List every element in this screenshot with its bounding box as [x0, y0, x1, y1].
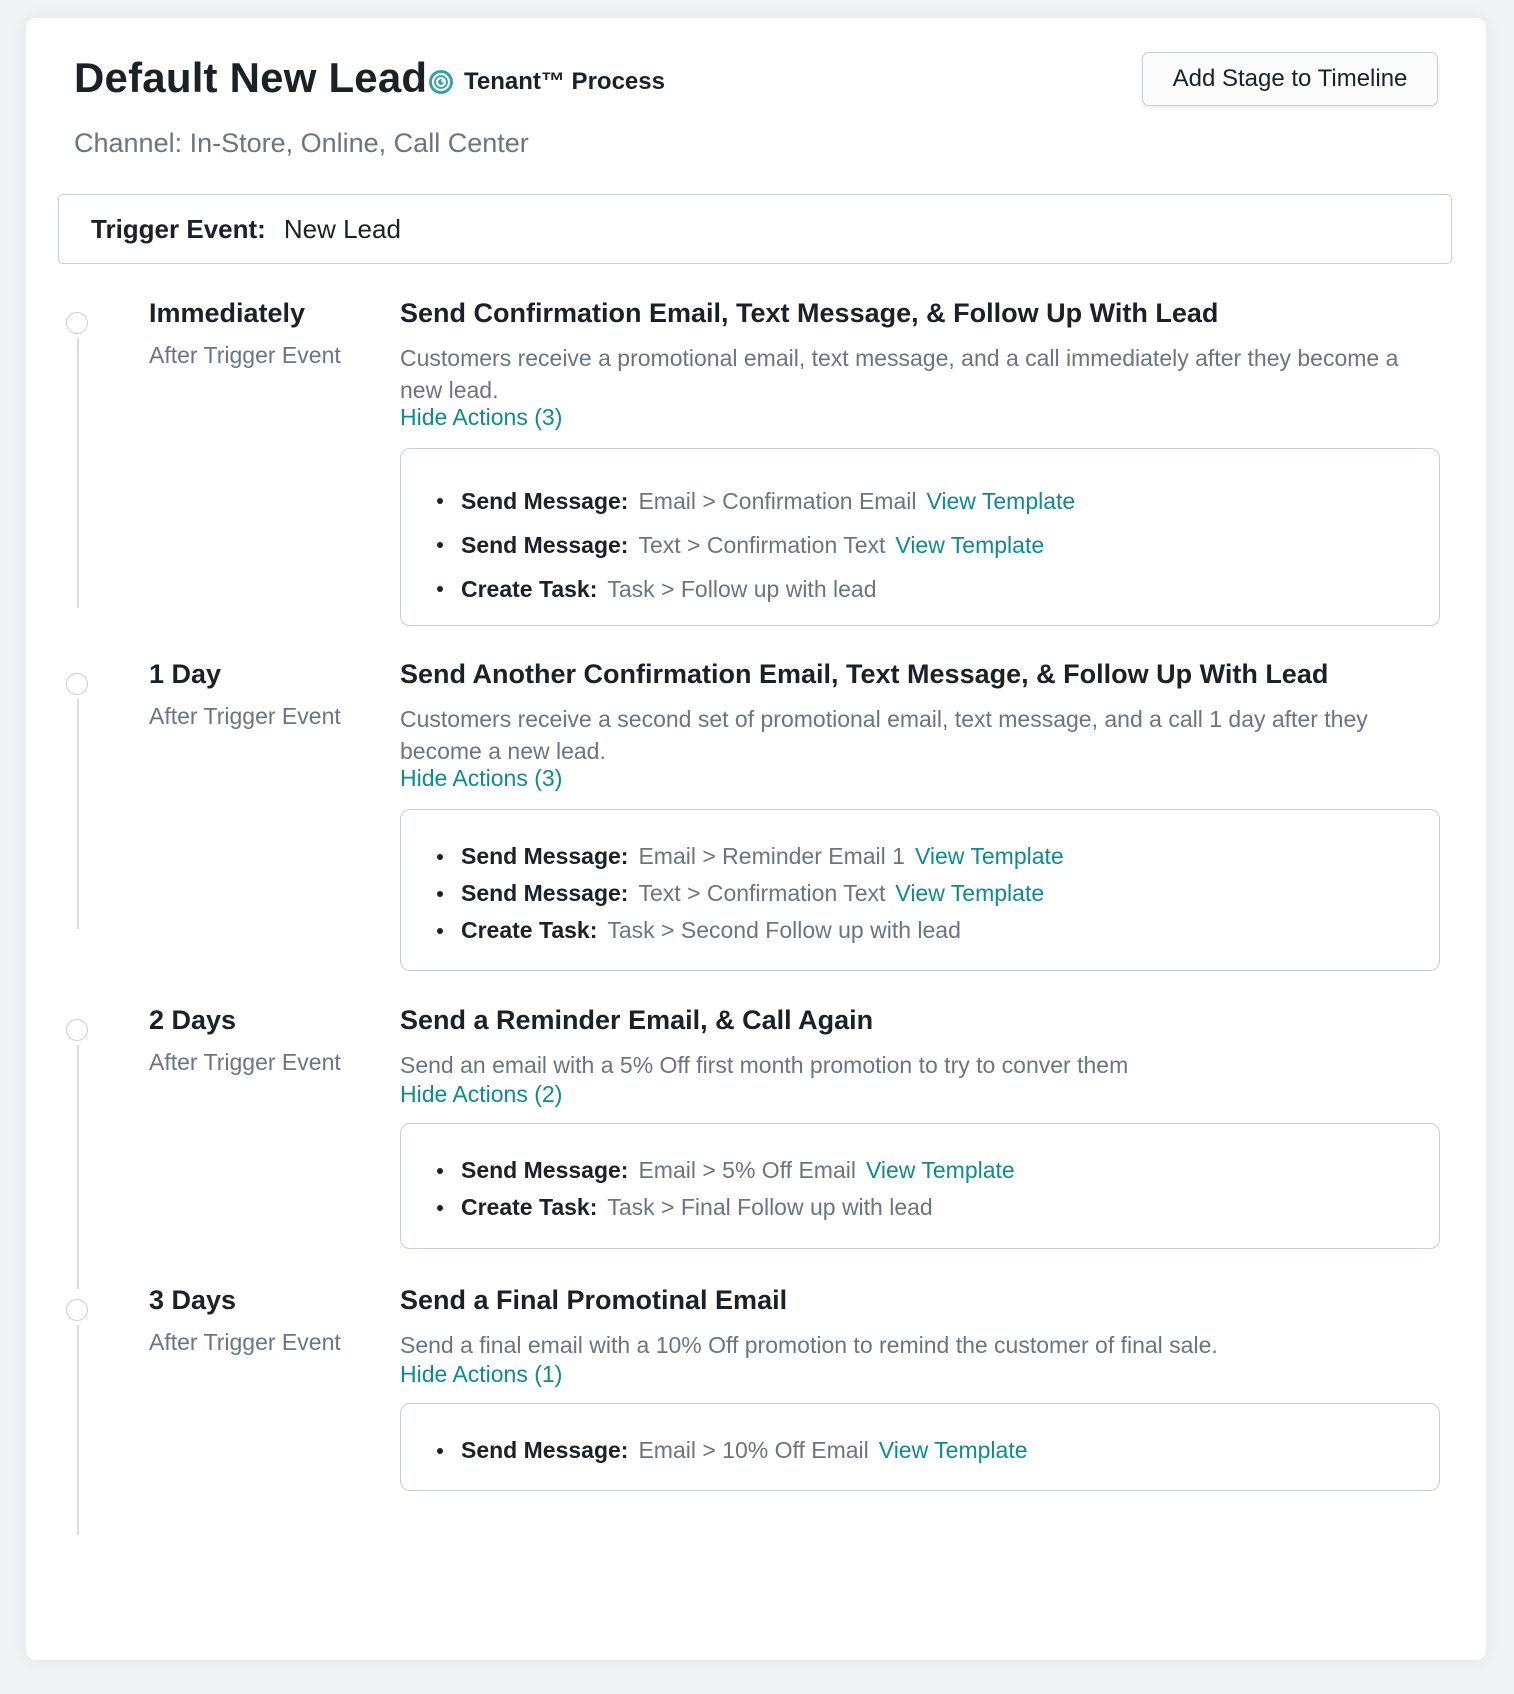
- action-path: Task > Final Follow up with lead: [607, 1194, 933, 1220]
- action-path: Text > Confirmation Text: [638, 531, 886, 558]
- bullet-icon: [437, 1205, 443, 1211]
- action-type: Send Message:: [461, 531, 629, 558]
- action-type: Send Message:: [461, 1157, 629, 1183]
- stage-dot: [66, 673, 88, 695]
- bullet-icon: [437, 1168, 443, 1174]
- action-item: [461, 1432, 1439, 1469]
- view-template-link[interactable]: View Template: [895, 880, 1045, 906]
- hide-actions-link[interactable]: Hide Actions (1): [400, 1361, 563, 1387]
- action-item: [461, 479, 1439, 523]
- hide-actions-link[interactable]: Hide Actions (3): [400, 765, 563, 791]
- process-badge: [428, 68, 665, 96]
- stage-description: Customers receive a promotional email, text message, and a call immediately after they become a new lead.: [400, 345, 1399, 403]
- timeline-stage: [26, 1005, 1486, 1269]
- action-item: [461, 523, 1439, 567]
- stage-description: Send an email with a 5% Off first month promotion to try to conver them: [400, 1052, 1129, 1078]
- stage-dot: [66, 312, 88, 334]
- bullet-icon: [437, 854, 443, 860]
- stage-timing: 2 Days: [149, 1005, 237, 1035]
- action-type: Send Message:: [461, 843, 629, 869]
- action-path: Task > Second Follow up with lead: [607, 917, 961, 943]
- stage-title: Send a Final Promotinal Email: [400, 1285, 788, 1315]
- timeline-connector: [77, 1045, 79, 1289]
- view-template-link[interactable]: View Template: [914, 843, 1064, 869]
- view-template-link[interactable]: View Template: [895, 531, 1045, 558]
- page-title: Default New Lead: [74, 54, 428, 101]
- action-path: Email > Reminder Email 1: [638, 843, 905, 869]
- action-item: [461, 1189, 1439, 1226]
- action-type: Send Message:: [461, 1437, 629, 1463]
- action-type: Create Task:: [461, 1194, 598, 1220]
- tenant-logo-icon: [428, 69, 454, 95]
- trigger-label: Trigger Event:: [91, 213, 266, 244]
- bullet-icon: [437, 498, 443, 504]
- timeline-connector: [77, 338, 79, 608]
- stage-dot: [66, 1019, 88, 1041]
- timeline-stage: [26, 659, 1486, 991]
- stage-timing: 1 Day: [149, 659, 222, 689]
- view-template-link[interactable]: View Template: [878, 1437, 1028, 1463]
- badge-label: Tenant™ Process: [464, 68, 665, 95]
- bullet-icon: [437, 1448, 443, 1454]
- actions-box: [400, 809, 1440, 971]
- stage-timing: Immediately: [149, 298, 306, 328]
- stage-timing: 3 Days: [149, 1285, 237, 1315]
- action-item: [461, 567, 1439, 611]
- stage-timing-subtitle: After Trigger Event: [149, 342, 341, 368]
- action-path: Text > Confirmation Text: [638, 880, 886, 906]
- stage-description: Customers receive a second set of promotional email, text message, and a call 1 day after they become a new lead.: [400, 706, 1368, 764]
- action-type: Send Message:: [461, 880, 629, 906]
- action-item: [461, 875, 1439, 912]
- add-stage-button[interactable]: Add Stage to Timeline: [1142, 52, 1438, 106]
- stage-timing-subtitle: After Trigger Event: [149, 1329, 341, 1355]
- action-path: Task > Follow up with lead: [607, 575, 877, 602]
- action-path: Email > 10% Off Email: [638, 1437, 869, 1463]
- action-type: Create Task:: [461, 575, 598, 602]
- bullet-icon: [437, 586, 443, 592]
- actions-box: [400, 448, 1440, 626]
- stage-description: Send a final email with a 10% Off promotion to remind the customer of final sale.: [400, 1332, 1218, 1358]
- channel-text: Channel: In-Store, Online, Call Center: [74, 128, 529, 158]
- action-item: [461, 1152, 1439, 1189]
- action-type: Create Task:: [461, 917, 598, 943]
- stage-timing-subtitle: After Trigger Event: [149, 1049, 341, 1075]
- actions-box: [400, 1123, 1440, 1249]
- hide-actions-link[interactable]: Hide Actions (2): [400, 1081, 563, 1107]
- hide-actions-link[interactable]: Hide Actions (3): [400, 404, 563, 430]
- actions-box: [400, 1403, 1440, 1491]
- action-type: Send Message:: [461, 487, 629, 514]
- bullet-icon: [437, 928, 443, 934]
- timeline-stage: [26, 1285, 1486, 1511]
- stage-title: Send a Reminder Email, & Call Again: [400, 1005, 874, 1035]
- bullet-icon: [437, 542, 443, 548]
- action-item: [461, 838, 1439, 875]
- action-path: Email > Confirmation Email: [638, 487, 917, 514]
- bullet-icon: [437, 891, 443, 897]
- view-template-link[interactable]: View Template: [865, 1157, 1015, 1183]
- stage-timing-subtitle: After Trigger Event: [149, 703, 341, 729]
- action-item: [461, 912, 1439, 949]
- timeline-connector: [77, 699, 79, 929]
- timeline-stage: [26, 298, 1486, 646]
- action-path: Email > 5% Off Email: [638, 1157, 856, 1183]
- trigger-value: New Lead: [283, 213, 401, 244]
- process-card: [26, 18, 1486, 1660]
- stage-title: Send Another Confirmation Email, Text Message, & Follow Up With Lead: [400, 659, 1329, 689]
- timeline-connector: [77, 1325, 79, 1535]
- stage-title: Send Confirmation Email, Text Message, & Follow Up With Lead: [400, 298, 1219, 328]
- view-template-link[interactable]: View Template: [926, 487, 1076, 514]
- trigger-event-box: [58, 194, 1452, 264]
- stage-dot: [66, 1299, 88, 1321]
